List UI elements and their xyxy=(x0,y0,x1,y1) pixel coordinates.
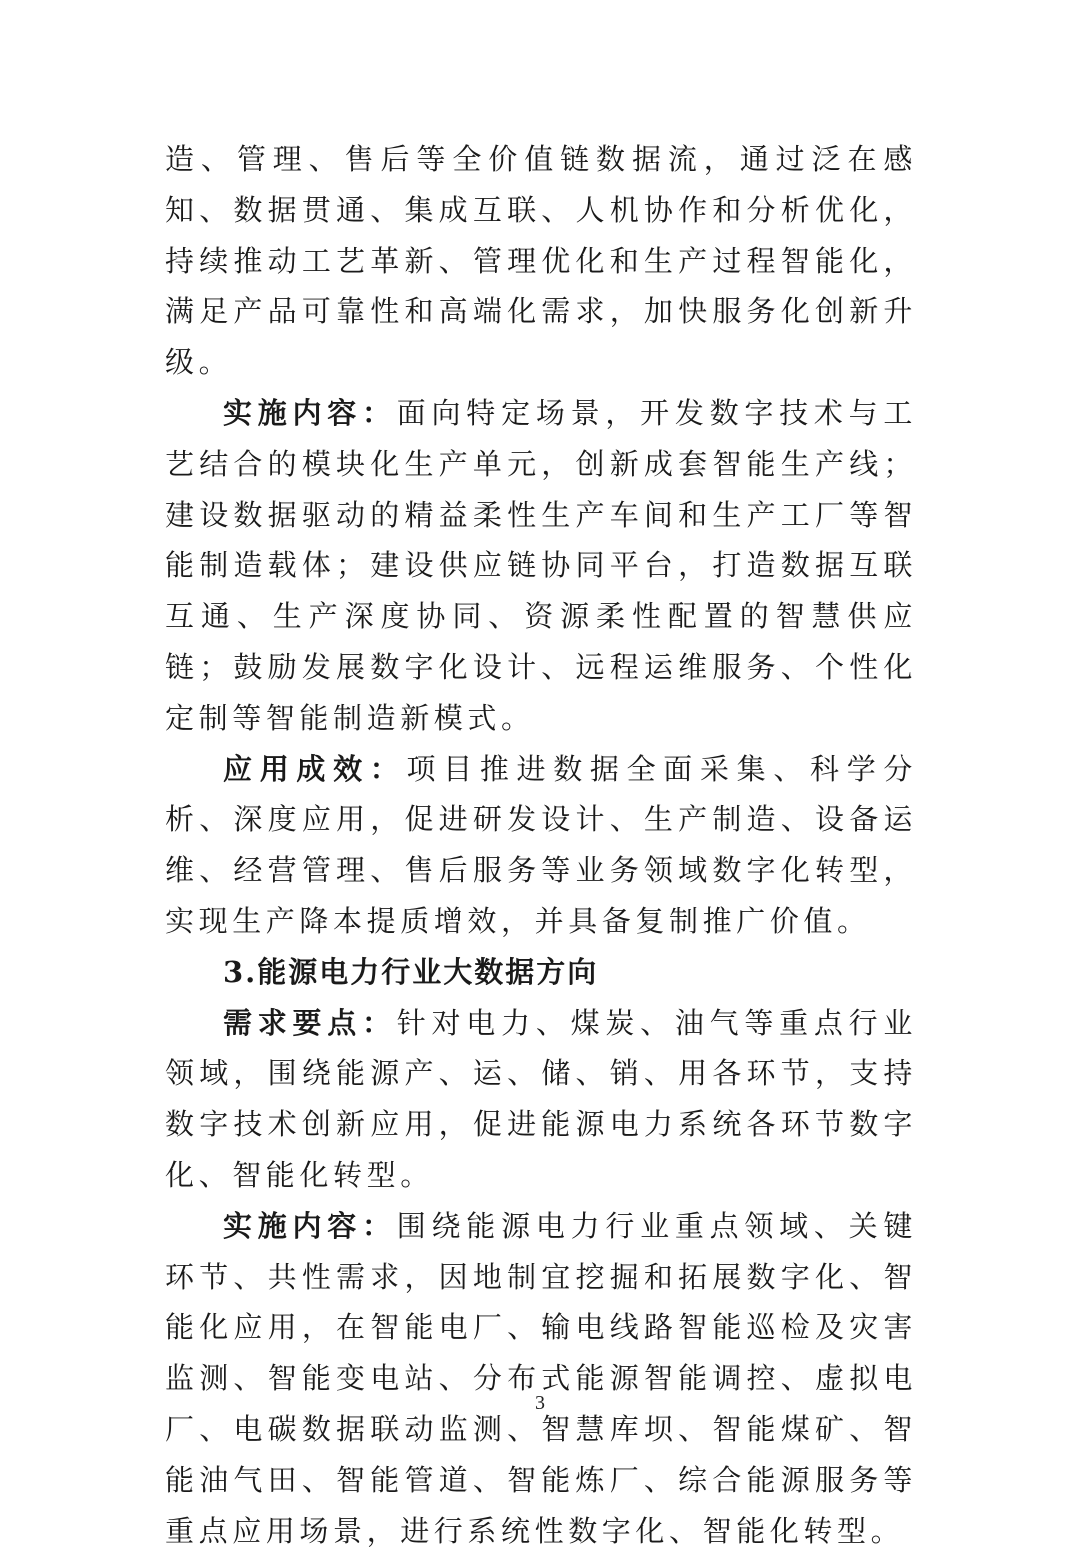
paragraph-text: 造、管理、售后等全价值链数据流，通过泛在感知、数据贯通、集成互联、人机协作和分析优化，持续推动工艺革新、管理优化和生产过程智能化，满足产品可靠性和高端化需求，加快服务化创新升级。 xyxy=(165,142,917,380)
paragraph-text: 面向特定场景，开发数字技术与工艺结合的模块化生产单元，创新成套智能生产线；建设数据驱动的精益柔性生产车间和生产工厂等智能制造载体；建设供应链协同平台，打造数据互联互通、生产深度协同、资源柔性配置的智慧供应链；鼓励发展数字化设计、远程运维服务、个性化定制等智能制造新模式。 xyxy=(165,395,917,735)
paragraph-lead: 需求要点： xyxy=(223,1005,397,1040)
section-heading-text: 3.能源电力行业大数据方向 xyxy=(223,954,599,989)
document-body xyxy=(165,134,917,1556)
paragraph-lead: 实施内容： xyxy=(223,395,397,430)
paragraph-requirements xyxy=(165,998,917,1201)
paragraph-lead: 应用成效： xyxy=(223,751,407,786)
paragraph-application-effect xyxy=(165,744,917,947)
section-heading xyxy=(165,947,917,998)
paragraph-value-chain xyxy=(165,134,917,388)
paragraph-text: 围绕能源电力行业重点领域、关键环节、共性需求，因地制宜挖掘和拓展数字化、智能化应用，在智能电厂、输电线路智能巡检及灾害监测、智能变电站、分布式能源智能调控、虚拟电厂、电碳数据联动监测、智慧库坝、智能煤矿、智能油气田、智能管道、智能炼厂、综合能源服务等重点应用场景，进行系统性数字化、智能化转型。 xyxy=(165,1208,917,1548)
paragraph-text: 针对电力、煤炭、油气等重点行业领域，围绕能源产、运、储、销、用各环节，支持数字技术创新应用，促进能源电力系统各环节数字化、智能化转型。 xyxy=(165,1005,917,1192)
paragraph-energy-implementation xyxy=(165,1201,917,1556)
paragraph-lead: 实施内容： xyxy=(223,1208,397,1243)
page-number: 3 xyxy=(535,1392,545,1414)
paragraph-implementation-content xyxy=(165,388,917,744)
paragraph-text: 项目推进数据全面采集、科学分析、深度应用，促进研发设计、生产制造、设备运维、经营管理、售后服务等业务领域数字化转型，实现生产降本提质增效，并具备复制推广价值。 xyxy=(165,751,917,938)
